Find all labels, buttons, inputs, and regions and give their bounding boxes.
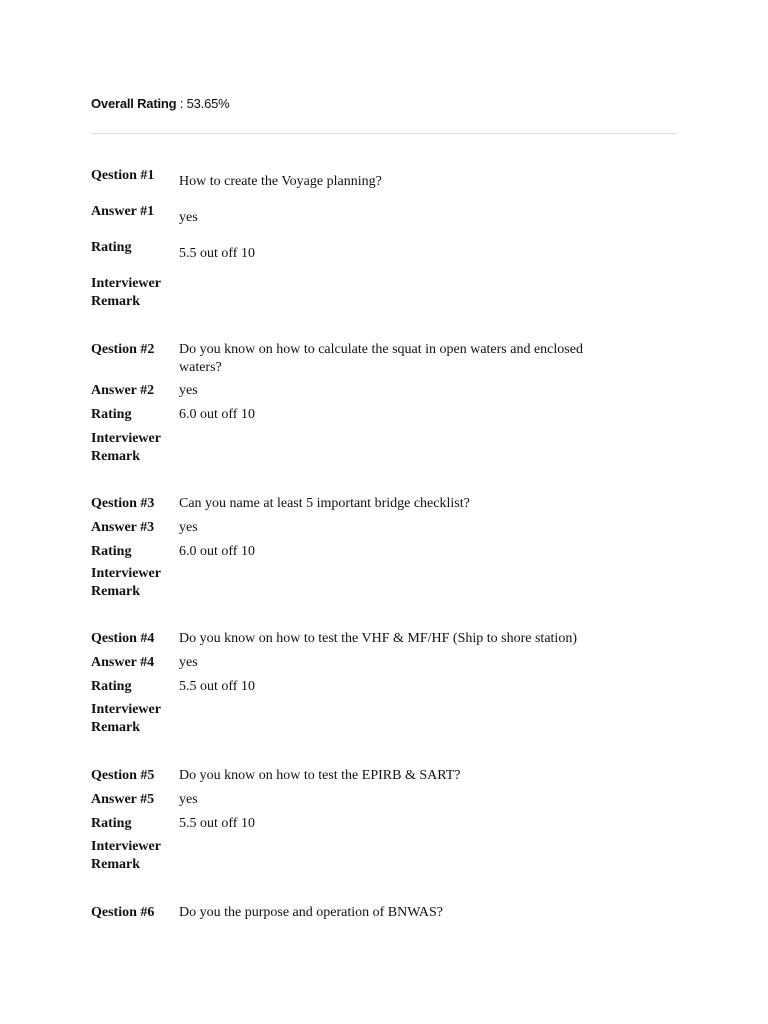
question-text: Do you know on how to test the VHF & MF/HF (Ship to shore station) (179, 631, 577, 646)
rating-text: 6.0 out off 10 (179, 544, 255, 559)
remark-label: Interviewer Remark (91, 566, 161, 599)
rating-text: 5.5 out off 10 (179, 679, 255, 694)
rating-label: Rating (91, 240, 132, 255)
rating-text: 5.5 out off 10 (179, 246, 255, 261)
remark-label: Interviewer Remark (91, 431, 161, 464)
overall-rating (91, 96, 230, 111)
question-text: How to create the Voyage planning? (179, 174, 382, 189)
answer-label: Answer #1 (91, 204, 155, 219)
remark-label: Interviewer Remark (91, 839, 161, 872)
question-label: Qestion #1 (91, 168, 155, 183)
question-label: Qestion #4 (91, 631, 155, 646)
answer-label: Answer #4 (91, 655, 155, 670)
answer-label: Answer #2 (91, 383, 155, 398)
rating-label: Rating (91, 679, 132, 694)
overall-rating-value: 53.65% (186, 96, 230, 111)
overall-rating-separator: : (176, 96, 187, 111)
answer-label: Answer #5 (91, 792, 155, 807)
question-label: Qestion #6 (91, 905, 155, 920)
answer-text: yes (179, 210, 198, 225)
overall-rating-label: Overall Rating (91, 96, 177, 111)
remark-label: Interviewer Remark (91, 702, 161, 735)
question-label: Qestion #5 (91, 768, 155, 783)
question-text: Do you know on how to test the EPIRB & SART? (179, 768, 461, 783)
answer-text: yes (179, 655, 198, 670)
rating-label: Rating (91, 816, 132, 831)
rating-label: Rating (91, 544, 132, 559)
question-text: Do you know on how to calculate the squat in open waters and enclosed waters? (179, 342, 583, 375)
rating-text: 5.5 out off 10 (179, 816, 255, 831)
divider (91, 133, 677, 134)
question-label: Qestion #2 (91, 342, 155, 357)
answer-text: yes (179, 792, 198, 807)
question-label: Qestion #3 (91, 496, 155, 511)
answer-text: yes (179, 520, 198, 535)
answer-label: Answer #3 (91, 520, 155, 535)
question-text: Do you the purpose and operation of BNWAS? (179, 905, 444, 920)
answer-text: yes (179, 383, 198, 398)
rating-text: 6.0 out off 10 (179, 407, 255, 422)
question-text: Can you name at least 5 important bridge checklist? (179, 496, 470, 511)
remark-label: Interviewer Remark (91, 276, 161, 309)
rating-label: Rating (91, 407, 132, 422)
